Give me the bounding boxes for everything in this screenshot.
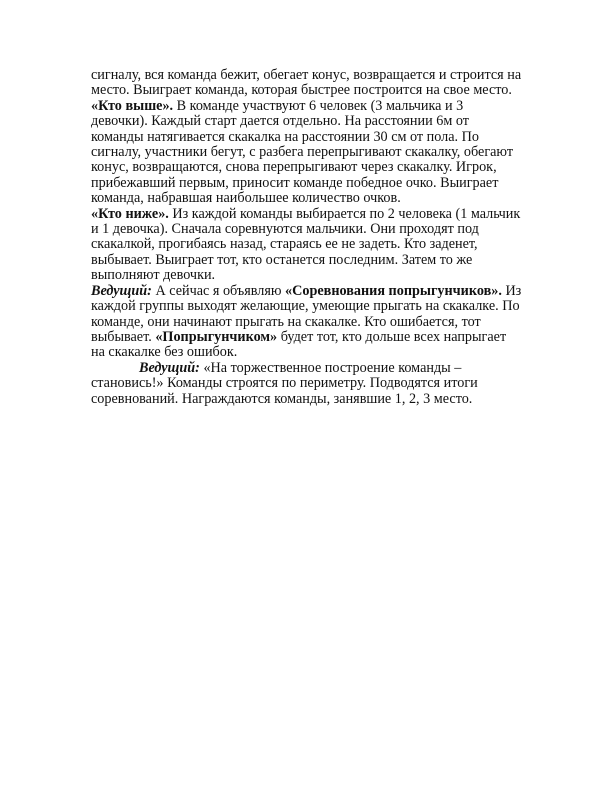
speaker-label-2: Ведущий: xyxy=(139,359,200,376)
vedushchiy-1-text-2: Из каждой группы выходят желающие, умеющие прыгать на скакалке. По команде, они начинают прыгать на скакалке. Кто ошибается, тот выбывает. xyxy=(91,282,522,345)
competition-title: «Соревнования попрыгунчиков». xyxy=(285,282,502,299)
paragraph-kto-nizhe xyxy=(91,207,523,284)
paragraph-signal xyxy=(91,68,523,99)
vedushchiy-1-text-3: будет тот, кто дольше всех напрыгает на скакалке без ошибок. xyxy=(91,328,507,361)
kto-nizhe-text: Из каждой команды выбирается по 2 человека (1 мальчик и 1 девочка). Сначала соревнуются мальчики. Они проходят под скакалкой, прогибаясь назад, стараясь ее не задеть. Кто заденет, выбывает. Выиграет тот, кто останется последним. Затем то же выполняют девочки. xyxy=(91,205,521,284)
paragraph-vedushchiy-1 xyxy=(91,284,523,361)
speaker-label: Ведущий: xyxy=(91,282,152,299)
paragraph-kto-vyshe xyxy=(91,99,523,207)
kto-vyshe-text: В команде участвуют 6 человек (3 мальчика и 3 девочки). Каждый старт дается отдельно. На расстоянии 6м от команды натягивается скакалка на расстоянии 30 см от пола. По сигналу, участники бегут, с разбега перепрыгивают скакалку, обегают конус, возвращаются, снова перепрыгивают через скакалку. Игрок, прибежавший первым, приносит команде победное очко. Выиграет команда, набравшая наибольшее количество очков. xyxy=(91,97,514,207)
vedushchiy-2-text: «На торжественное построение команды – становись!» Команды строятся по периметру. Подводятся итоги соревнований. Награждаются команды, занявшие 1, 2, 3 место. xyxy=(91,359,478,407)
kto-nizhe-title: «Кто ниже». xyxy=(91,205,169,222)
document-body xyxy=(91,68,523,407)
paragraph-signal-text: сигналу, вся команда бежит, обегает конус, возвращается и строится на место. Выиграет команда, которая быстрее построится на свое место. xyxy=(91,67,522,99)
winner-title: «Попрыгунчиком» xyxy=(155,328,278,345)
kto-vyshe-title: «Кто выше». xyxy=(91,97,174,114)
paragraph-vedushchiy-2 xyxy=(91,361,523,407)
vedushchiy-1-text-1: А сейчас я объявляю xyxy=(151,282,286,299)
